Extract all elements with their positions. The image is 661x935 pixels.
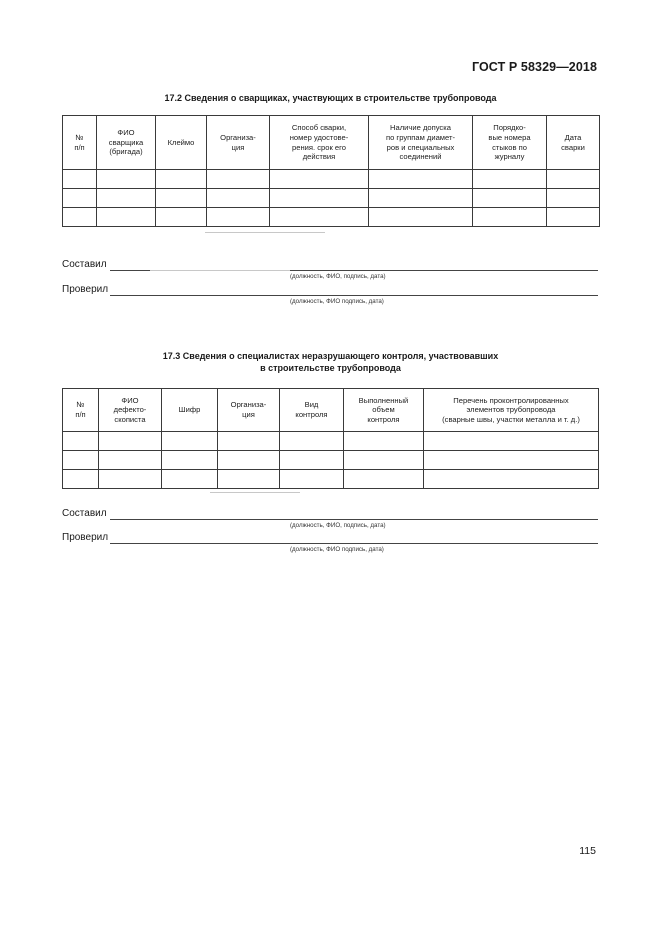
table-cell[interactable] <box>63 432 99 451</box>
table-cell[interactable] <box>97 208 156 227</box>
section-17-2-title: 17.2 Сведения о сварщиках, участвующих в строительстве трубопровода <box>164 93 497 103</box>
signature-label: Проверил <box>62 284 109 295</box>
table-cell[interactable] <box>280 432 344 451</box>
table-row <box>63 470 599 489</box>
table-cell[interactable] <box>207 189 270 208</box>
table-header-row <box>63 389 599 432</box>
table-cell[interactable] <box>63 451 99 470</box>
table-cell[interactable] <box>218 451 280 470</box>
table-cell[interactable] <box>63 470 99 489</box>
table-cell[interactable] <box>270 208 369 227</box>
table-cell[interactable] <box>270 170 369 189</box>
scan-artifact <box>205 232 325 233</box>
signature-checked <box>62 284 598 314</box>
table-cell[interactable] <box>280 470 344 489</box>
table-cell[interactable] <box>63 208 97 227</box>
signature-label: Проверил <box>62 532 109 543</box>
table-cell[interactable] <box>369 170 473 189</box>
table-cell[interactable] <box>369 208 473 227</box>
table-cell[interactable] <box>97 170 156 189</box>
column-header: Выполненный объем контроля <box>344 389 424 432</box>
signature-checked <box>62 532 598 562</box>
table-cell[interactable] <box>207 208 270 227</box>
table-cell[interactable] <box>218 470 280 489</box>
table-cell[interactable] <box>162 451 218 470</box>
table-row <box>63 189 600 208</box>
table-cell[interactable] <box>63 189 97 208</box>
column-header: № п/п <box>63 116 97 170</box>
signature-label: Составил <box>62 508 107 519</box>
table-cell[interactable] <box>99 432 162 451</box>
table-cell[interactable] <box>424 451 599 470</box>
table-cell[interactable] <box>97 189 156 208</box>
table-header-row <box>63 116 600 170</box>
table-cell[interactable] <box>156 208 207 227</box>
ndt-specialists-table <box>62 388 599 489</box>
signature-label: Составил <box>62 259 107 270</box>
column-header: Вид контроля <box>280 389 344 432</box>
table-cell[interactable] <box>162 470 218 489</box>
signature-hint: (должность, ФИО, подпись, дата) <box>290 522 386 529</box>
signature-hint: (должность, ФИО подпись, дата) <box>290 546 384 553</box>
column-header: Перечень проконтролированных элементов трубопровода (сварные швы, участки металла и т. д.) <box>424 389 599 432</box>
column-header: Организа- ция <box>207 116 270 170</box>
table-row <box>63 170 600 189</box>
table-cell[interactable] <box>547 170 600 189</box>
table-row <box>63 451 599 470</box>
table-cell[interactable] <box>473 208 547 227</box>
page-number: 115 <box>579 845 596 857</box>
signature-line[interactable] <box>110 295 598 296</box>
section-17-3-title-line1: 17.3 Сведения о специалистах неразрушающего контроля, участвовавших <box>162 351 499 361</box>
table-cell[interactable] <box>99 470 162 489</box>
column-header: Клеймо <box>156 116 207 170</box>
table-cell[interactable] <box>473 170 547 189</box>
table-row <box>63 208 600 227</box>
scan-artifact <box>150 270 290 271</box>
signature-line[interactable] <box>110 543 598 544</box>
column-header: Способ сварки, номер удостове- рения. срок его действия <box>270 116 369 170</box>
table-cell[interactable] <box>473 189 547 208</box>
table-cell[interactable] <box>344 470 424 489</box>
table-cell[interactable] <box>270 189 369 208</box>
table-cell[interactable] <box>63 170 97 189</box>
column-header: № п/п <box>63 389 99 432</box>
table-cell[interactable] <box>156 170 207 189</box>
table-cell[interactable] <box>99 451 162 470</box>
signature-line[interactable] <box>110 519 598 520</box>
column-header: Порядко- вые номера стыков по журналу <box>473 116 547 170</box>
signature-hint: (должность, ФИО подпись, дата) <box>290 298 384 305</box>
table-cell[interactable] <box>547 189 600 208</box>
table-cell[interactable] <box>218 432 280 451</box>
column-header: Шифр <box>162 389 218 432</box>
table-row <box>63 432 599 451</box>
table-cell[interactable] <box>547 208 600 227</box>
standard-number: ГОСТ Р 58329—2018 <box>471 60 597 74</box>
signature-hint: (должность, ФИО, подпись, дата) <box>290 273 386 280</box>
column-header: ФИО дефекто- скописта <box>99 389 162 432</box>
section-17-3-title-line2: в строительстве трубопровода <box>260 363 401 373</box>
table-cell[interactable] <box>344 432 424 451</box>
table-cell[interactable] <box>424 470 599 489</box>
table-cell[interactable] <box>280 451 344 470</box>
column-header: Организа- ция <box>218 389 280 432</box>
welders-table <box>62 115 600 227</box>
column-header: ФИО сварщика (бригада) <box>97 116 156 170</box>
scan-artifact <box>210 492 300 493</box>
column-header: Наличие допуска по группам диамет- ров и специальных соединений <box>369 116 473 170</box>
table-cell[interactable] <box>162 432 218 451</box>
table-cell[interactable] <box>369 189 473 208</box>
table-cell[interactable] <box>207 170 270 189</box>
column-header: Дата сварки <box>547 116 600 170</box>
table-cell[interactable] <box>344 451 424 470</box>
table-cell[interactable] <box>424 432 599 451</box>
table-cell[interactable] <box>156 189 207 208</box>
